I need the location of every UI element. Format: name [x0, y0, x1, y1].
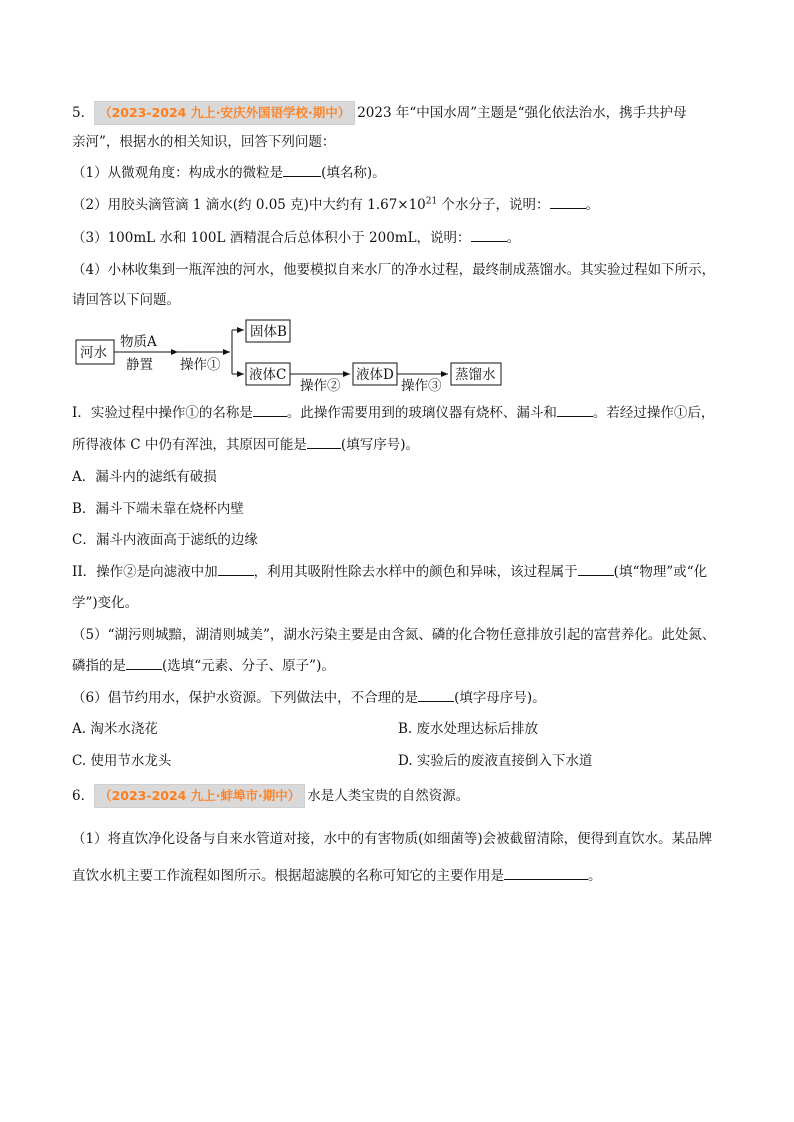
q5-part6-row1 — [72, 719, 158, 739]
answer-blank[interactable] — [471, 229, 507, 242]
q5-part3-text: （3）100mL 水和 100L 酒精混合后总体积小于 200mL，说明： — [72, 230, 471, 246]
label-liquid-c: 液体C — [249, 367, 287, 383]
q5-part2-text-b: 个水分子，说明： — [437, 197, 550, 213]
q5-option-b: B．漏斗下端未靠在烧杯内壁 — [72, 501, 244, 517]
q5-sub-i-e: (填写序号)。 — [340, 437, 419, 453]
label-substance-a: 物质A — [120, 334, 157, 350]
label-distilled: 蒸馏水 — [455, 367, 496, 383]
q5-part2-exponent: 21 — [425, 196, 438, 207]
answer-blank[interactable] — [550, 196, 586, 209]
q5-part6-option-a: A. 淘米水浇花 — [72, 721, 158, 737]
q5-part3 — [72, 228, 520, 248]
q5-part2-text: （2）用胶头滴管滴 1 滴水(约 0.05 克)中大约有 1.67×10 — [72, 197, 426, 213]
label-river: 河水 — [80, 345, 107, 361]
q5-part3-end: 。 — [506, 230, 521, 246]
q5-source-tag: （2023-2024 九上·安庆外国语学校·期中） — [94, 101, 355, 125]
q5-sub-i-b: 。此操作需要用到的玻璃仪器有烧杯、漏斗和 — [286, 405, 557, 421]
q5-part4-line1: （4）小林收集到一瓶浑浊的河水，他要模拟自来水厂的净水过程，最终制成蒸馏水。其实验过程如下所示， — [72, 262, 716, 278]
q6-intro: 水是人类宝贵的自然资源。 — [307, 788, 470, 804]
q5-sub-i-line2 — [72, 435, 419, 455]
q5-sub-i-line1 — [72, 403, 714, 423]
q5-part6 — [72, 688, 546, 708]
q5-part6-option-b: B. 废水处理达标后排放 — [398, 721, 539, 737]
answer-blank[interactable] — [504, 867, 588, 880]
q5-sub-i-d: 所得液体 C 中仍有浑浊，其原因可能是 — [72, 437, 307, 453]
q5-option-c: C．漏斗内液面高于滤纸的边缘 — [72, 532, 258, 548]
q5-part5-line1: （5）“湖污则城黯，湖清则城美”，湖水污染主要是由含氮、磷的化合物任意排放引起的富营养化。此处氮、 — [72, 627, 716, 643]
q5-part1 — [72, 163, 386, 183]
answer-blank[interactable] — [253, 404, 287, 417]
q5-sub-ii-c: (填“物理”或“化 — [613, 564, 708, 580]
q5-option-a: A．漏斗内的滤纸有破损 — [72, 469, 217, 485]
q6-part1-end: 。 — [588, 868, 602, 884]
q5-sub-ii-line1 — [72, 562, 707, 582]
q5-part6-text: （6）倡节约用水，保护水资源。下列做法中，不合理的是 — [72, 690, 419, 706]
q5-part6-row2 — [72, 751, 171, 771]
answer-blank[interactable] — [307, 436, 341, 449]
q5-part5-line2 — [72, 656, 335, 676]
answer-blank[interactable] — [283, 164, 321, 177]
q5-sub-i-a: I．实验过程中操作①的名称是 — [72, 405, 253, 421]
q5-part2-end: 。 — [585, 197, 600, 213]
q6-part1-line2 — [72, 866, 602, 886]
answer-blank[interactable] — [418, 689, 454, 702]
q6-line1 — [72, 784, 469, 808]
q5-line2: 亲河”，根据水的相关知识，回答下列问题： — [72, 134, 336, 150]
answer-blank[interactable] — [578, 563, 614, 576]
q6-part1-b: 直饮水机主要工作流程如图所示。根据超滤膜的名称可知它的主要作用是 — [72, 868, 504, 884]
q5-part2 — [72, 195, 599, 215]
q5-sub-ii-a: II．操作②是向滤液中加 — [72, 564, 218, 580]
q5-intro-a: 2023 年“中国水周”主题是“强化依法治水，携手共护母 — [357, 105, 687, 121]
label-solid-b: 固体B — [250, 324, 287, 340]
answer-blank[interactable] — [126, 657, 162, 670]
q5-part6-end: (填字母序号)。 — [454, 690, 546, 706]
q5-sub-ii-line2: 学”)变化。 — [72, 595, 139, 611]
q5-part5-b: 磷指的是 — [72, 658, 126, 674]
q5-sub-i-c: 。若经过操作①后， — [592, 405, 715, 421]
q6-source-tag: （2023-2024 九上·蚌埠市·期中） — [94, 784, 305, 808]
q6-part1-line1: （1）将直饮净化设备与自来水管道对接，水中的有害物质(如细菌等)会被截留清除，便得到直饮水。某品牌 — [72, 831, 713, 847]
q5-number: 5． — [72, 105, 95, 121]
q5-part1-text: （1）从微观角度：构成水的微粒是 — [72, 165, 284, 181]
q5-part6-option-d: D. 实验后的废液直接倒入下水道 — [398, 753, 593, 769]
purification-flow-diagram — [70, 318, 510, 394]
q6-number: 6． — [72, 788, 95, 804]
label-liquid-d: 液体D — [356, 367, 394, 383]
q5-line1 — [72, 101, 687, 125]
q5-part1-end: (填名称)。 — [321, 165, 386, 181]
answer-blank[interactable] — [557, 404, 593, 417]
q5-sub-ii-b: ，利用其吸附性除去水样中的颜色和异味，该过程属于 — [253, 564, 578, 580]
label-settle: 静置 — [126, 357, 153, 373]
answer-blank[interactable] — [218, 563, 254, 576]
label-op3: 操作③ — [401, 378, 442, 394]
label-op1: 操作① — [180, 357, 221, 373]
q5-part6-option-c: C. 使用节水龙头 — [72, 753, 172, 769]
label-op2: 操作② — [300, 378, 341, 394]
q5-part5-c: (选填“元素、分子、原子”)。 — [162, 658, 335, 674]
q5-part4-line2: 请回答以下问题。 — [72, 292, 180, 308]
